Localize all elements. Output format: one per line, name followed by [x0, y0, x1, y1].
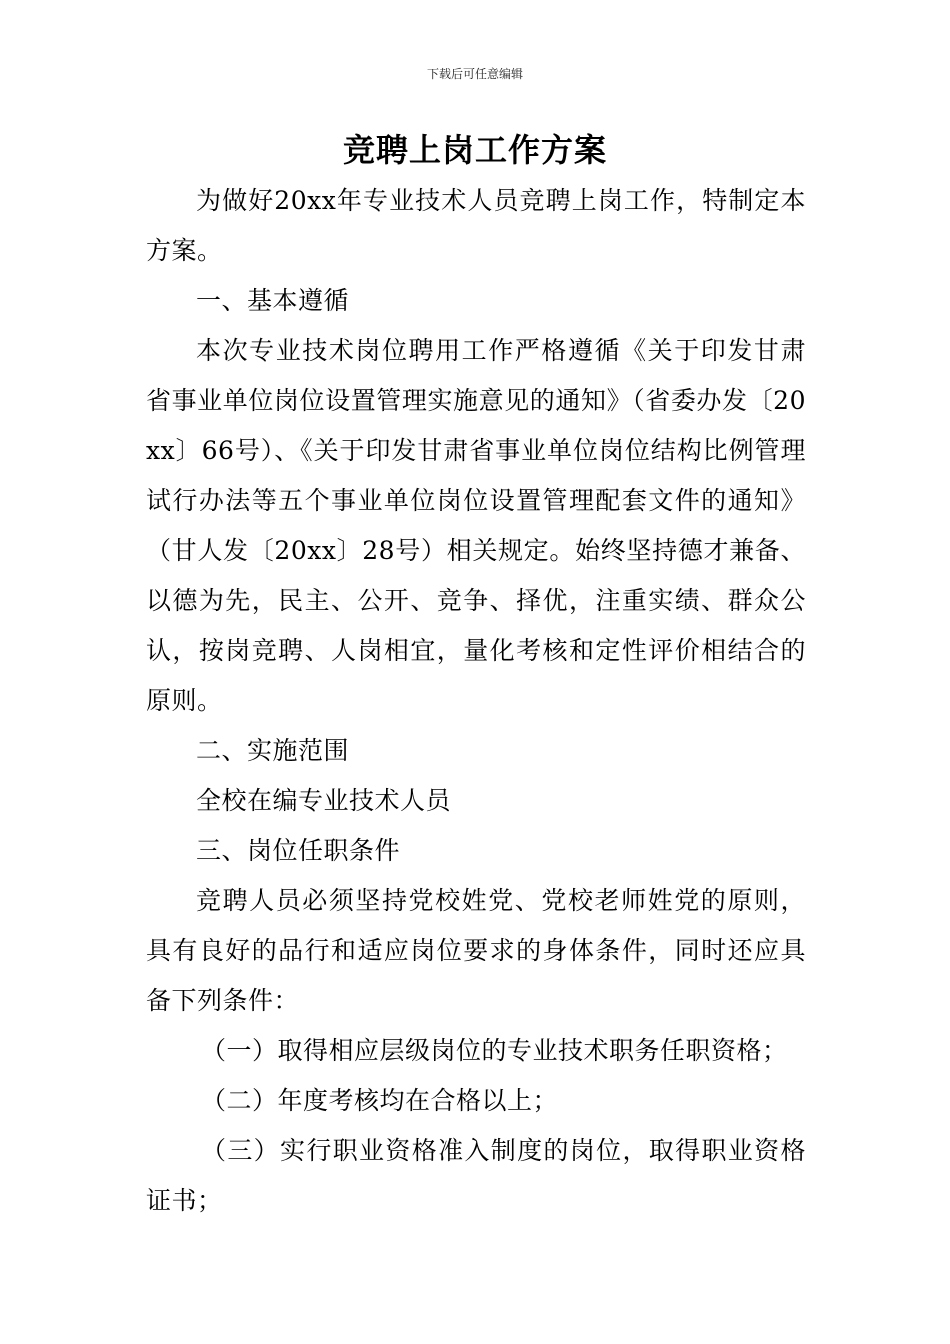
- section-body-scope: 全校在编专业技术人员: [196, 786, 452, 815]
- qualification-item-1: （一）取得相应层级岗位的专业技术职务任职资格；: [201, 1036, 788, 1065]
- document-title: 竞聘上岗工作方案: [342, 131, 607, 169]
- section-body-basic-principles: 本次专业技术岗位聘用工作严格遵循《关于印发甘肃省事业单位岗位设置管理实施意见的通知》（省委办发〔20xx〕66号）、《关于印发甘肃省事业单位岗位结构比例管理试行办法等五个事业单位岗位设置管理配套文件的通知》（甘人发〔20xx〕28号）相关规定。始终坚持德才兼备、以德为先，民主、公开、竞争、择优，注重实绩、群众公认，按岗竞聘、人岗相宜，量化考核和定性评价相结合的原则。: [146, 336, 806, 715]
- qualification-item-3: （三）实行职业资格准入制度的岗位，取得职业资格证书；: [146, 1136, 806, 1215]
- section-heading-scope: 二、实施范围: [196, 736, 350, 765]
- qualification-item-2: （二）年度考核均在合格以上；: [201, 1086, 559, 1115]
- document-body: [146, 176, 806, 1226]
- header-note: 下载后可任意编辑: [426, 67, 523, 81]
- section-body-qualifications: 竞聘人员必须坚持党校姓党、党校老师姓党的原则，具有良好的品行和适应岗位要求的身体条件，同时还应具备下列条件：: [146, 886, 806, 1015]
- intro-paragraph: 为做好20xx年专业技术人员竞聘上岗工作，特制定本方案。: [146, 186, 806, 265]
- section-heading-qualifications: 三、岗位任职条件: [196, 836, 401, 865]
- section-heading-basic-principles: 一、基本遵循: [196, 286, 350, 315]
